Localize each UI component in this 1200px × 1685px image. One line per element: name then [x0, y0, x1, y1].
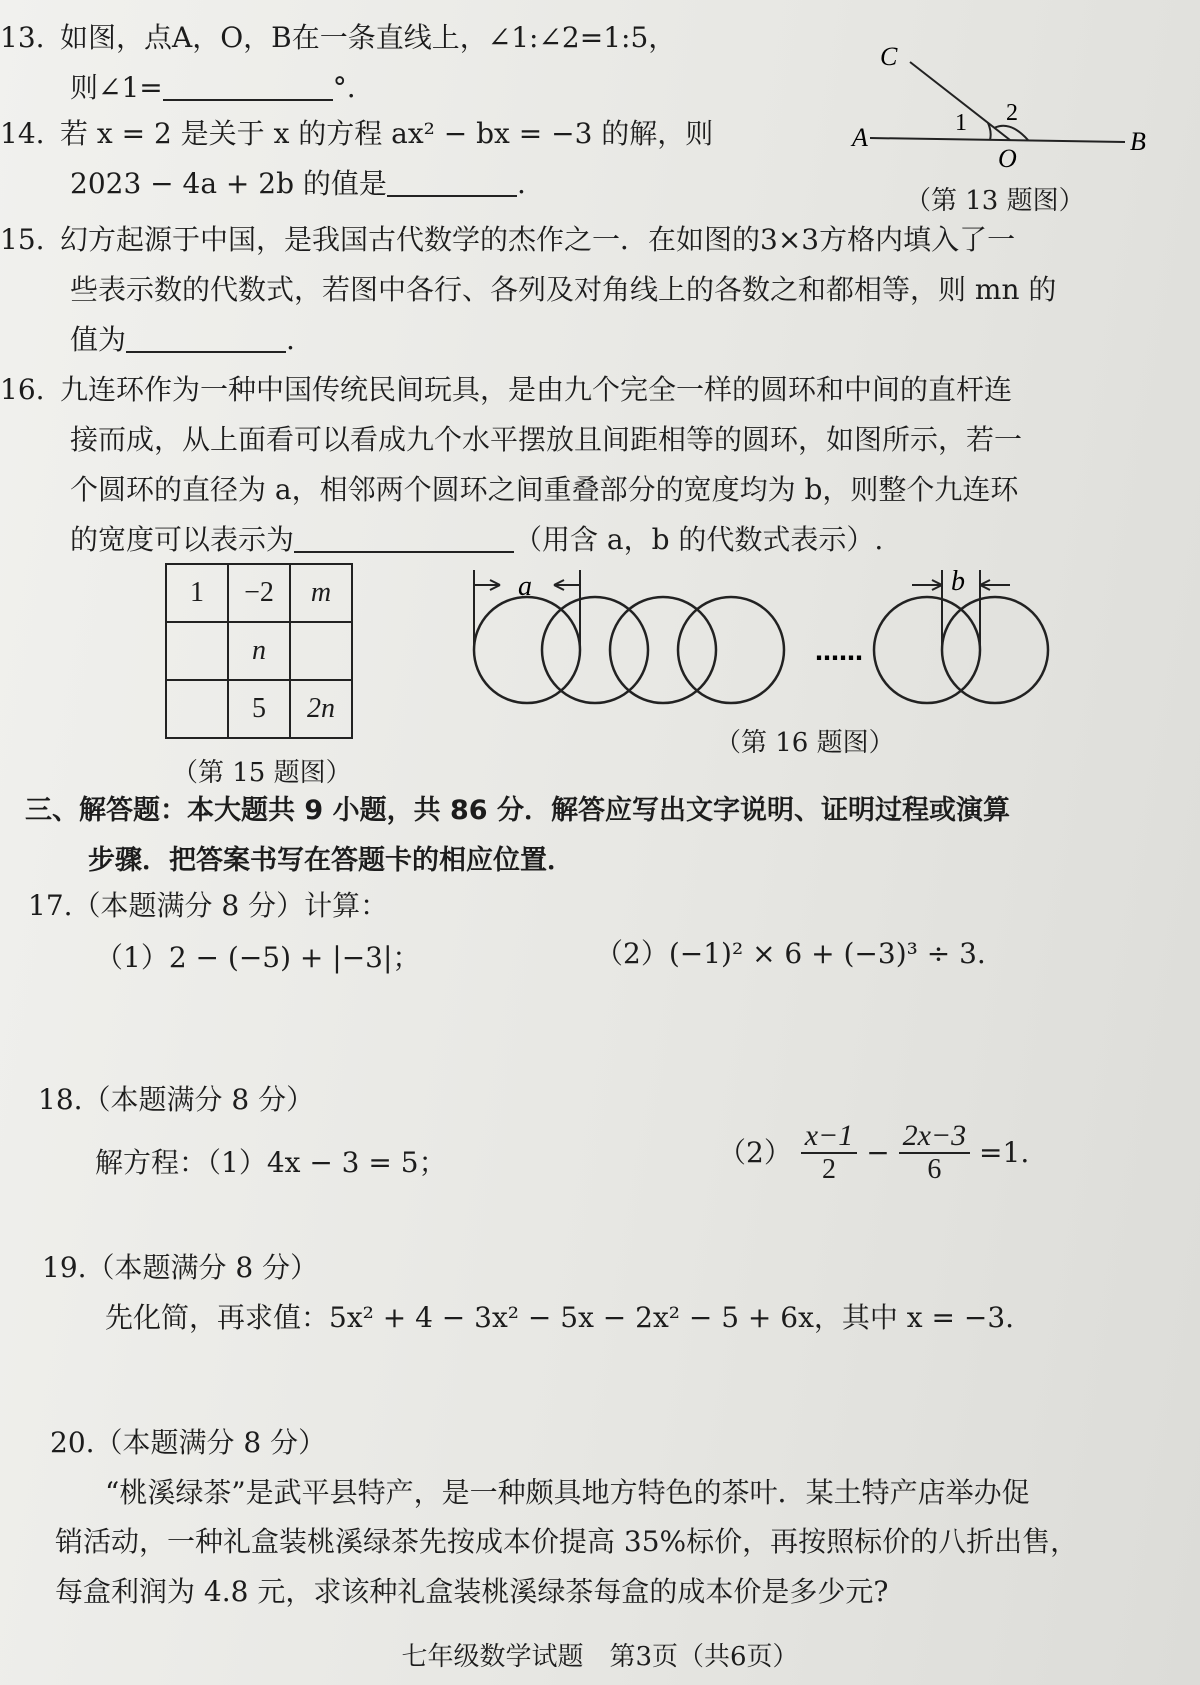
point-a-label: A	[852, 123, 868, 152]
question-13-number: 13.	[0, 21, 45, 54]
ring-8	[874, 597, 980, 703]
question-15-line1: 15. 幻方起源于中国，是我国古代数学的杰作之一．在如图的3×3方格内填入了一	[0, 223, 1016, 256]
question-18-header: 18.（本题满分 8 分）	[38, 1083, 315, 1116]
section-3-heading-line2: 步骤．把答案书写在答题卡的相应位置．	[88, 845, 574, 876]
magic-square-cell	[290, 622, 352, 680]
angle-2-label: 2	[1006, 100, 1018, 126]
question-18-part1: 解方程：（1）4x − 3 = 5；	[95, 1146, 447, 1179]
answer-blank-13	[163, 71, 333, 101]
angle-1-label: 1	[955, 110, 967, 136]
magic-square-cell: n	[228, 622, 290, 680]
question-13-line2: 则∠1= °.	[70, 71, 356, 104]
question-16-number: 16.	[0, 373, 45, 406]
figure-16-caption: （第 16 题图）	[715, 728, 895, 758]
question-19-body: 先化简，再求值：5x² + 4 − 3x² − 5x − 2x² − 5 + 6x，其中 x = −3.	[105, 1301, 1015, 1334]
question-17-part2: （2）(−1)² × 6 + (−3)³ ÷ 3.	[595, 937, 986, 970]
fraction-1: $\frac{x-1}{2}$	[801, 1120, 858, 1186]
question-20-line1: “桃溪绿茶”是武平县特产，是一种颇具地方特色的茶叶．某土特产店举办促	[105, 1476, 1030, 1509]
ellipsis-dots: ……	[815, 638, 863, 666]
answer-blank-14	[387, 167, 517, 197]
magic-square-cell: 2n	[290, 680, 352, 738]
question-16-line4: 的宽度可以表示为 （用含 a，b 的代数式表示）.	[70, 523, 884, 556]
fraction-2: $\frac{2x-3}{6}$	[899, 1120, 971, 1186]
ring-9	[942, 597, 1048, 703]
question-14-line2: 2023 − 4a + 2b 的值是 .	[70, 167, 526, 200]
magic-square-cell	[166, 622, 228, 680]
question-20-line2: 销活动，一种礼盒装桃溪绿茶先按成本价提高 35%标价，再按照标价的八折出售，	[55, 1525, 1079, 1558]
question-16-line3: 个圆环的直径为 a，相邻两个圆环之间重叠部分的宽度均为 b，则整个九连环	[70, 473, 1019, 506]
answer-blank-16	[294, 523, 514, 553]
figure-13-caption: （第 13 题图）	[905, 186, 1085, 216]
magic-square-cell: 5	[228, 680, 290, 738]
point-c-label: C	[880, 42, 898, 71]
ring-4	[678, 597, 784, 703]
question-20-header: 20.（本题满分 8 分）	[50, 1426, 327, 1459]
width-a-label: a	[518, 571, 532, 602]
magic-square-cell: −2	[228, 564, 290, 622]
angle-2-arc	[994, 126, 1028, 140]
question-17-part1: （1）2 − (−5) + |−3|；	[95, 941, 421, 974]
question-16-line1: 16. 九连环作为一种中国传统民间玩具，是由九个完全一样的圆环和中间的直杆连	[0, 373, 1013, 406]
point-o-label: O	[998, 144, 1017, 170]
ring-1	[474, 597, 580, 703]
ring-3	[610, 597, 716, 703]
answer-blank-15	[126, 323, 286, 353]
question-13-line1: 13. 如图，点A，O，B在一条直线上，∠1:∠2=1:5，	[0, 21, 677, 54]
figure-15-caption: （第 15 题图）	[172, 758, 352, 788]
magic-square-cell	[166, 680, 228, 738]
magic-square-cell: m	[290, 564, 352, 622]
figure-13-diagram	[840, 40, 1180, 170]
ring-2	[542, 597, 648, 703]
question-18-part2: （2） $\frac{x-1}{2}$ − $\frac{2x-3}{6}$ =1.	[718, 1119, 1030, 1185]
figure-15-magic-square	[165, 563, 353, 739]
magic-square-cell: 1	[166, 564, 228, 622]
question-20-line3: 每盒利润为 4.8 元，求该种礼盒装桃溪绿茶每盒的成本价是多少元?	[55, 1575, 889, 1608]
question-16-line2: 接而成，从上面看可以看成九个水平摆放且间距相等的圆环，如图所示，若一	[70, 423, 1023, 456]
question-15-line2: 些表示数的代数式，若图中各行、各列及对角线上的各数之和都相等，则 mn 的	[70, 273, 1057, 306]
point-b-label: B	[1130, 127, 1146, 156]
question-17-header: 17.（本题满分 8 分）计算：	[28, 889, 389, 922]
question-14-number: 14.	[0, 117, 45, 150]
section-3-heading-line1: 三、解答题：本大题共 9 小题，共 86 分．解答应写出文字说明、证明过程或演算	[25, 795, 1010, 826]
width-b-label: b	[951, 566, 965, 597]
figure-16-diagram	[470, 560, 1090, 720]
line-ab	[870, 138, 1125, 142]
question-19-header: 19.（本题满分 8 分）	[42, 1251, 319, 1284]
question-14-line1: 14. 若 x = 2 是关于 x 的方程 ax² − bx = −3 的解，则	[0, 117, 714, 150]
question-15-number: 15.	[0, 223, 45, 256]
question-15-line3: 值为 .	[70, 323, 295, 356]
page-footer: 七年级数学试题 第3页（共6页）	[401, 1642, 799, 1672]
